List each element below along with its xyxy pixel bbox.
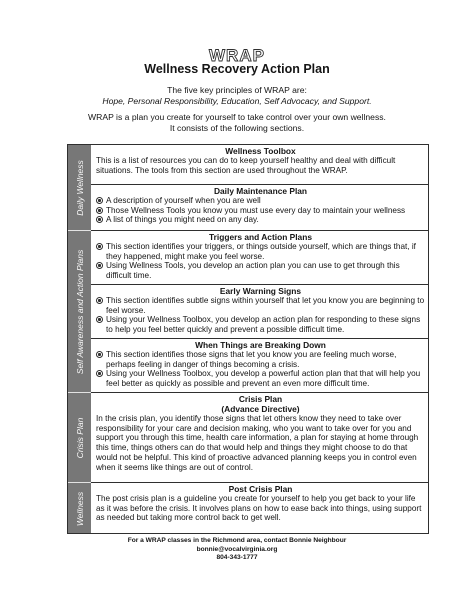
bullet-icon (96, 316, 103, 323)
bullet-icon (96, 243, 103, 250)
wrap-description-line1: WRAP is a plan you create for yourself to take control over your own wellness. (88, 112, 386, 122)
section-title: Crisis Plan (238, 394, 283, 404)
wrap-description-line2: It consists of the following sections. (169, 122, 305, 133)
section-crisis-plan (91, 393, 429, 483)
list-item: This section identifies your triggers, or things outside yourself, which are things that, if they happened, might make you feel worse. (96, 242, 425, 261)
footer-phone: 804-343-1777 (216, 554, 258, 562)
section-body: In the crisis plan, you identify those signs that let others know they need to take over responsibility for your care and decision making, who you want to take over for you and support you through this time, health care information, a plan for staying at home through this time, things others can do that would help and things they might choose to do that would not be helpful. This kind of proactive advanced planning keeps you in control even when it seems like things are out of control. (96, 414, 419, 472)
bullet-icon (96, 297, 103, 304)
list-item: A list of things you might need on any day. (96, 215, 425, 225)
section-wellness-toolbox (91, 145, 429, 185)
sidebar-category-daily-wellness (68, 145, 91, 231)
list-item: Using Wellness Tools, you develop an action plan you can use to get through this difficult time. (96, 261, 425, 280)
sections-box (67, 144, 429, 534)
list-item: This section identifies subtle signs within yourself that let you know you are beginning to feel worse. (96, 296, 425, 315)
section-body: The post crisis plan is a guideline you create for yourself to help you get back to your life as it was before the crisis. It involves plans on how to ease back into things, using support as needed but taking more control back to get well. (96, 494, 422, 523)
section-title: When Things are Breaking Down (195, 340, 326, 350)
bullet-icon (96, 262, 103, 269)
list-item: Using your Wellness Toolbox, you develop an action plan for responding to these signs to help you feel better quickly and prevent a possible difficult time. (96, 315, 425, 334)
section-early-warning-signs (91, 285, 429, 339)
sidebar-category-self-awareness (68, 231, 91, 393)
section-when-things-are-breaking-down (91, 339, 429, 393)
principles-list: Hope, Personal Responsibility, Education, Self Advocacy, and Support. (102, 95, 372, 106)
bullet-icon (96, 216, 103, 223)
category-sidebar (68, 145, 91, 533)
section-body: This is a list of resources you can do to keep yourself healthy and deal with difficult situations. The tools from this section are used throughout the WRAP. (96, 156, 396, 175)
sidebar-label: Self Awareness and Action Plans (74, 249, 85, 374)
list-item: A description of yourself when you are well (96, 196, 425, 206)
principles-block (20, 85, 454, 106)
sidebar-category-wellness (68, 483, 91, 535)
section-triggers-action-plans (91, 231, 429, 285)
section-title: Triggers and Action Plans (208, 232, 312, 242)
bullet-icon (96, 197, 103, 204)
section-title: Wellness Toolbox (225, 146, 296, 156)
sidebar-category-crisis-plan (68, 393, 91, 483)
list-item: This section identifies those signs that let you know you are feeling much worse, perhaps feeling in danger of things becoming a crisis. (96, 350, 425, 369)
section-subtitle: (Advance Directive) (221, 404, 300, 414)
bullet-icon (96, 207, 103, 214)
bullet-icon (96, 351, 103, 358)
section-title: Early Warning Signs (219, 286, 302, 296)
list-item: Using your Wellness Toolbox, you develop a powerful action plan that that will help you feel better as quickly as possible and prevent an even more difficult time. (96, 369, 425, 388)
sidebar-label: Wellness (74, 491, 85, 527)
wrap-logo: WRAP (209, 46, 265, 65)
footer-contact-line: For a WRAP classes in the Richmond area, contact Bonnie Neighbour (127, 537, 347, 544)
bullet-icon (96, 370, 103, 377)
section-daily-maintenance-plan (91, 185, 429, 231)
principles-intro: The five key principles of WRAP are: (167, 85, 307, 95)
page-title: Wellness Recovery Action Plan (144, 62, 330, 76)
list-item: Those Wellness Tools you know you must use every day to maintain your wellness (96, 206, 425, 216)
contact-footer (0, 537, 474, 563)
wrap-description (20, 112, 454, 133)
sidebar-label: Daily Wellness (74, 159, 85, 216)
sidebar-label: Crisis Plan (74, 417, 85, 458)
section-title: Post Crisis Plan (228, 484, 293, 494)
sections-content (91, 145, 429, 533)
section-title: Daily Maintenance Plan (213, 186, 308, 196)
footer-email: bonnie@vocalvirginia.org (196, 545, 278, 553)
section-post-crisis-plan (91, 483, 429, 535)
